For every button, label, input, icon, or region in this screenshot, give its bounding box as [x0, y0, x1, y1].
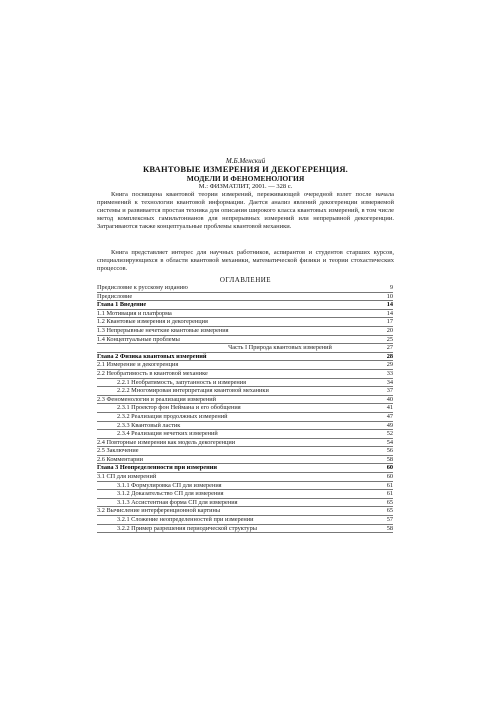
toc-entry[interactable] — [97, 447, 393, 456]
toc-entry-title: 3.1.3 Ассистентная форма СП для измерения — [117, 498, 238, 506]
toc-entry-page: 49 — [386, 421, 393, 429]
toc-entry-page: 56 — [386, 447, 393, 455]
toc-entry-page: 60 — [386, 473, 393, 481]
toc-entry-title: 2.3.2 Реализация продолжных измерений — [117, 412, 228, 420]
toc-entry-title: Глава 3 Неопределенности при измерении — [97, 464, 217, 472]
toc-entry-page: 14 — [386, 301, 393, 309]
toc-entry[interactable] — [97, 456, 393, 465]
toc-entry[interactable] — [97, 464, 393, 473]
toc-entry-title: Глава 1 Введение — [97, 301, 147, 309]
toc-entry-title: 3.1.2 Доказательство СП для измерения — [117, 490, 224, 498]
toc-entry-page: 65 — [386, 498, 393, 506]
toc-entry-page: 34 — [386, 378, 393, 386]
toc-entry-title: 2.3.1 Проектор фон Неймана и его обобщения — [117, 404, 241, 412]
toc-entry-title: 2.2 Необратимость в квантовой механике — [97, 369, 208, 377]
toc-entry-page: 58 — [386, 455, 393, 463]
toc-entry-title: 2.5 Заключение — [97, 447, 139, 455]
toc-entry[interactable] — [97, 499, 393, 508]
toc-entry[interactable] — [97, 361, 393, 370]
toc-entry-title: 2.2.1 Необратимость, запутанность и измерения — [117, 378, 247, 386]
toc-entry[interactable] — [97, 404, 393, 413]
author-name: М.Б.Менский — [225, 157, 266, 165]
book-title: КВАНТОВЫЕ ИЗМЕРЕНИЯ И ДЕКОГЕРЕНЦИЯ. — [142, 164, 349, 174]
toc-entry[interactable] — [97, 293, 393, 302]
toc-entry-title: 1.1 Мотивация и платформа — [97, 309, 172, 317]
toc-entry-page: 10 — [386, 292, 393, 300]
table-of-contents — [97, 284, 393, 533]
toc-entry-page: 9 — [389, 284, 393, 291]
toc-entry-page: 61 — [386, 481, 393, 489]
toc-entry[interactable] — [97, 525, 393, 534]
toc-entry[interactable] — [97, 387, 393, 396]
toc-entry-title: 2.1 Измерение и декогеренция — [97, 361, 179, 369]
toc-entry[interactable] — [97, 473, 393, 482]
toc-entry-page: 27 — [386, 344, 393, 352]
toc-entry-title: 1.2 Квантовые измерения и декогеренция — [97, 318, 208, 326]
toc-entry-page: 41 — [386, 404, 393, 412]
toc-entry-title: Часть I Природа квантовых измерений — [228, 344, 332, 352]
toc-entry-page: 58 — [386, 524, 393, 532]
toc-entry-page: 61 — [386, 490, 393, 498]
toc-entry[interactable] — [97, 318, 393, 327]
toc-entry-page: 37 — [386, 387, 393, 395]
toc-entry[interactable] — [97, 430, 393, 439]
toc-entry-page: 40 — [386, 395, 393, 403]
toc-entry[interactable] — [97, 370, 393, 379]
toc-entry-page: 54 — [386, 438, 393, 446]
toc-entry-page: 17 — [386, 318, 393, 326]
toc-entry-title: 3.2.2 Пример разрешения периодической структуры — [117, 524, 257, 532]
toc-entry[interactable] — [97, 301, 393, 310]
toc-entry[interactable] — [97, 353, 393, 362]
toc-entry-page: 52 — [386, 430, 393, 438]
publication-imprint: М.: ФИЗМАТЛИТ, 2001. — 328 с. — [198, 183, 293, 190]
toc-entry[interactable] — [97, 310, 393, 319]
toc-entry-title: 2.3.3 Квантовый ластик — [117, 421, 181, 429]
toc-entry-page: 60 — [386, 464, 393, 472]
toc-entry[interactable] — [97, 490, 393, 499]
toc-entry-page: 20 — [386, 326, 393, 334]
toc-entry-title: 2.6 Комментарии — [97, 455, 144, 463]
toc-entry[interactable] — [97, 396, 393, 405]
toc-entry-page: 14 — [386, 309, 393, 317]
toc-entry-title: 3.1 СП для измерений — [97, 473, 157, 481]
toc-entry-title: 1.3 Непрерывные нечеткие квантовые измерения — [97, 326, 229, 334]
toc-entry-page: 57 — [386, 516, 393, 524]
toc-entry[interactable] — [97, 379, 393, 388]
toc-entry-title: Предисловие — [97, 292, 133, 300]
toc-entry[interactable] — [97, 439, 393, 448]
toc-entry-page: 33 — [386, 369, 393, 377]
toc-entry[interactable] — [97, 413, 393, 422]
abstract-paragraph-2: Книга представляет интерес для научных работников, аспирантов и студентов старших курсов, специализирующихся в области квантовой механики, математической физики и теории стохастических процессов. — [97, 249, 394, 272]
toc-entry-title: Глава 2 Физика квантовых измерений — [97, 352, 207, 360]
toc-entry-title: 3.2.1 Сложение неопределенностей при измерении — [117, 516, 254, 524]
toc-entry-title: 1.4 Концептуальные проблемы — [97, 335, 180, 343]
toc-entry-page: 29 — [386, 361, 393, 369]
toc-entry[interactable] — [97, 284, 393, 293]
toc-entry-page: 25 — [386, 335, 393, 343]
toc-entry-title: 2.3.4 Реализация нечетких измерений — [117, 430, 218, 438]
toc-entry[interactable] — [97, 482, 393, 491]
toc-entry-title: 2.4 Повторные измерения как модель декогеренции — [97, 438, 236, 446]
toc-entry[interactable] — [97, 422, 393, 431]
toc-entry-page: 47 — [386, 412, 393, 420]
toc-entry[interactable] — [97, 336, 393, 345]
toc-entry-title: Предисловие к русскому изданию — [97, 284, 188, 291]
toc-entry-title: 2.2.2 Многомировая интерпретация квантовой механики — [117, 387, 269, 395]
toc-entry-page: 28 — [386, 352, 393, 360]
toc-entry-title: 3.2 Вычисление интерференционной картины — [97, 507, 221, 515]
toc-entry-title: 2.3 Феноменология и реализация измерений — [97, 395, 216, 403]
toc-entry[interactable] — [97, 507, 393, 516]
book-subtitle: МОДЕЛИ И ФЕНОМЕНОЛОГИЯ — [186, 174, 305, 183]
toc-entry[interactable] — [97, 344, 393, 353]
toc-entry[interactable] — [97, 327, 393, 336]
toc-heading: ОГЛАВЛЕНИЕ — [219, 276, 272, 284]
toc-entry[interactable] — [97, 516, 393, 525]
toc-entry-page: 65 — [386, 507, 393, 515]
abstract-paragraph-1: Книга посвящена квантовой теории измерений, переживающей очередной взлет после начала применений к технологии квантовой информации. Дается анализ явлений декогеренции измеряемой системы и развивается простая техника для описания широкого класса квантовых измерений, в том числе метод комплексных гамильтонианов для непрерывных измерений или непрерывной декогеренции. Затрагиваются также концептуальные проблемы квантовой механики. — [97, 191, 394, 230]
toc-entry-title: 3.1.1 Формулировка СП для измерения — [117, 481, 222, 489]
